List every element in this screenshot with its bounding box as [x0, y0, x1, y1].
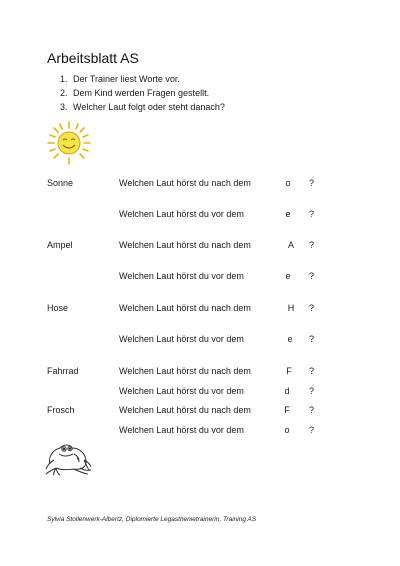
instruction-text: Der Trainer liest Worte vor. [73, 74, 180, 84]
sun-icon [46, 120, 92, 166]
question-text: Welchen Laut hörst du vor dem [119, 271, 244, 281]
word-label: Frosch [47, 405, 75, 415]
instruction-number: 2. [60, 88, 68, 98]
question-mark: ? [309, 334, 315, 344]
question-text: Welchen Laut hörst du vor dem [119, 334, 244, 344]
table-row [0, 425, 400, 439]
question-mark: ? [309, 271, 315, 281]
table-row [0, 334, 400, 348]
word-label: Fahrrad [47, 366, 79, 376]
instruction-number: 3. [60, 102, 68, 112]
question-text: Welchen Laut hörst du nach dem [119, 303, 251, 313]
table-row [0, 209, 400, 223]
table-row [0, 405, 400, 419]
table-row [0, 386, 400, 400]
word-label: Ampel [47, 240, 73, 250]
question-mark: ? [309, 405, 315, 415]
question-text: Welchen Laut hörst du vor dem [119, 425, 244, 435]
page-title: Arbeitsblatt AS [47, 50, 139, 66]
table-row [0, 240, 400, 254]
instruction-item [60, 86, 225, 100]
sound-letter: A [287, 240, 294, 250]
instruction-item [60, 72, 225, 86]
footer-credit: Sylvia Stollenwerk-Albertz, Diplomierte Legasthenietrainerin, Training AS [47, 516, 257, 523]
question-mark: ? [309, 366, 315, 376]
sound-letter: o [284, 425, 290, 435]
sound-letter: o [285, 178, 291, 188]
sound-letter: H [287, 303, 295, 313]
question-mark: ? [309, 178, 315, 188]
question-text: Welchen Laut hörst du nach dem [119, 405, 251, 415]
question-mark: ? [309, 386, 315, 396]
question-text: Welchen Laut hörst du nach dem [119, 366, 251, 376]
question-mark: ? [309, 425, 315, 435]
instruction-list [60, 72, 225, 114]
frog-icon [44, 440, 92, 476]
question-text: Welchen Laut hörst du vor dem [119, 209, 244, 219]
question-text: Welchen Laut hörst du nach dem [119, 240, 251, 250]
instruction-item [60, 100, 225, 114]
question-mark: ? [309, 209, 315, 219]
sound-letter: F [286, 366, 292, 376]
table-row [0, 366, 400, 380]
table-row [0, 271, 400, 285]
sound-letter: e [285, 209, 291, 219]
word-label: Hose [47, 303, 69, 313]
instruction-text: Welcher Laut folgt oder steht danach? [73, 102, 225, 112]
question-mark: ? [309, 303, 315, 313]
instruction-number: 1. [60, 74, 68, 84]
table-row [0, 178, 400, 192]
table-row [0, 303, 400, 317]
sound-letter: e [285, 271, 291, 281]
sound-letter: e [287, 334, 293, 344]
sound-letter: F [284, 405, 290, 415]
sound-letter: d [284, 386, 290, 396]
instruction-text: Dem Kind werden Fragen gestellt. [73, 88, 210, 98]
question-text: Welchen Laut hörst du vor dem [119, 386, 244, 396]
question-text: Welchen Laut hörst du nach dem [119, 178, 251, 188]
question-mark: ? [309, 240, 315, 250]
word-label: Sonne [47, 178, 74, 188]
